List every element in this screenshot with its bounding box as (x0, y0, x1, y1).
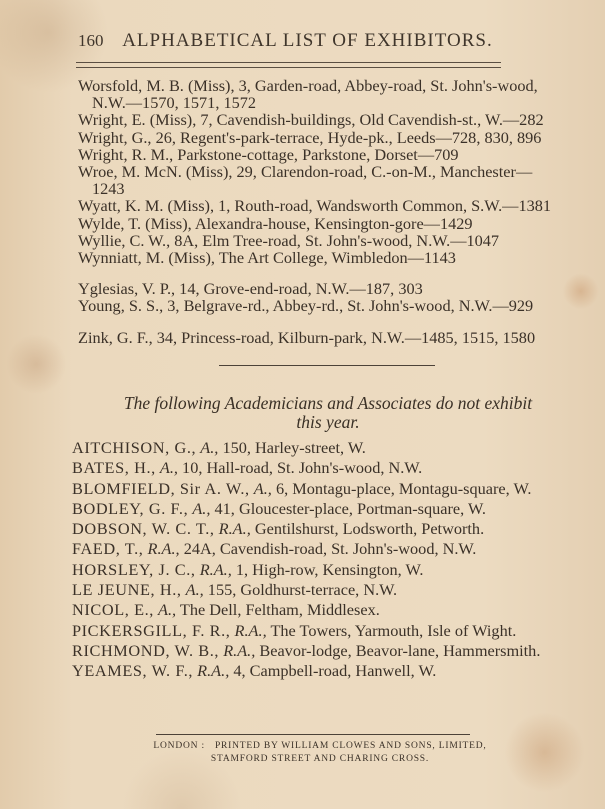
exhibitor-entry (78, 215, 598, 232)
member-address: 155, Goldhurst-terrace, N.W. (207, 580, 398, 600)
page-title: ALPHABETICAL LIST OF EXHIBITORS. (122, 30, 493, 51)
member-name: AITCHISON, G., (72, 438, 197, 457)
section-gap (78, 315, 598, 329)
header-double-rule (76, 62, 501, 68)
member-entry (72, 499, 602, 519)
member-address: The Dell, Feltham, Middlesex. (179, 600, 380, 620)
entry-text: Wroe, M. McN. (Miss), 29, Clarendon-road, C.-on-M., Manchester— (78, 162, 533, 182)
footer-rule (156, 734, 470, 735)
member-address: 4, Campbell-road, Hanwell, W. (233, 661, 437, 681)
member-rank: A., (192, 498, 211, 518)
member-address: 10, Hall-road, St. John's-wood, N.W. (182, 458, 423, 478)
imprint-line (130, 740, 510, 753)
member-entry (72, 621, 602, 641)
exhibitor-entry (78, 297, 598, 314)
entry-text: Wyllie, C. W., 8A, Elm Tree-road, St. John's-wood, N.W.—1047 (78, 230, 500, 250)
member-name: HORSLEY, J. C., (72, 559, 196, 579)
member-rank: A., (185, 580, 204, 600)
member-entry (72, 479, 602, 499)
member-name: BLOMFIELD, Sir A. W., (72, 478, 250, 498)
member-name: PICKERSGILL, F. R., (72, 620, 231, 640)
exhibitor-entry (78, 249, 598, 266)
exhibitor-list (78, 77, 598, 346)
entry-continuation: N.W.—1570, 1571, 1572 (92, 93, 257, 113)
member-entry (72, 641, 602, 661)
member-name: DOBSON, W. C. T., (72, 519, 215, 539)
member-rank: A., (200, 438, 219, 457)
member-name: RICHMOND, W. B., (72, 640, 220, 660)
entry-text: Wylde, T. (Miss), Alexandra-house, Kensington-gore—1429 (78, 213, 473, 233)
member-name: LE JEUNE, H., (72, 580, 182, 600)
member-entry (72, 458, 602, 478)
exhibitor-entry (78, 232, 598, 249)
member-entry (72, 661, 602, 681)
member-address: Beavor-lodge, Beavor-lane, Hammersmith. (259, 640, 541, 660)
member-entry (72, 600, 602, 620)
entry-text: Wynniatt, M. (Miss), The Art College, Wimbledon—1143 (78, 248, 456, 268)
member-rank: R.A., (223, 640, 256, 660)
exhibitor-entry (78, 197, 598, 214)
exhibitor-entry (78, 129, 598, 146)
exhibitor-entry (78, 329, 598, 346)
notice-line: The following Academicians and Associates do not exhibit (123, 393, 533, 413)
member-rank: R.A., (218, 519, 251, 539)
member-rank: A., (159, 458, 178, 478)
page-number: 160 (78, 31, 104, 50)
entry-text: Wright, R. M., Parkstone-cottage, Parkstone, Dorset—709 (78, 144, 459, 164)
exhibitor-entry (78, 163, 598, 197)
entry-text: Yglesias, V. P., 14, Grove-end-road, N.W.—187, 303 (78, 279, 423, 299)
member-entry (72, 438, 602, 458)
member-entry (72, 539, 602, 559)
entry-text: Zink, G. F., 34, Princess-road, Kilburn-park, N.W.—1485, 1515, 1580 (78, 327, 536, 347)
entry-text: Wyatt, K. M. (Miss), 1, Routh-road, Wandsworth Common, S.W.—1381 (78, 196, 552, 216)
member-address: 41, Gloucester-place, Portman-square, W. (214, 498, 486, 518)
member-rank: R.A., (199, 559, 232, 579)
member-entry (72, 580, 602, 600)
notice-line: this year. (296, 412, 360, 432)
entry-text: Worsfold, M. B. (Miss), 3, Garden-road, Abbey-road, St. John's-wood, (78, 76, 538, 95)
member-rank: A., (158, 600, 177, 620)
member-name: YEAMES, W. F., (72, 661, 194, 681)
entry-text: Young, S. S., 3, Belgrave-rd., Abbey-rd., St. John's-wood, N.W.—929 (78, 296, 534, 316)
running-head (78, 30, 588, 52)
section-divider-rule (219, 365, 435, 366)
printer-imprint (130, 740, 510, 766)
member-name: FAED, T., (72, 539, 144, 559)
exhibitor-entry (78, 280, 598, 297)
exhibitor-entry (78, 146, 598, 163)
member-rank: A., (253, 478, 272, 498)
entry-text: Wright, E. (Miss), 7, Cavendish-buildings, Old Cavendish-st., W.—282 (78, 110, 544, 130)
entry-text: Wright, G., 26, Regent's-park-terrace, Hyde-pk., Leeds—728, 830, 896 (78, 127, 542, 147)
member-address: The Towers, Yarmouth, Isle of Wight. (270, 620, 517, 640)
member-entry (72, 519, 602, 539)
member-rank: R.A., (197, 661, 230, 681)
member-entry (72, 560, 602, 580)
non-exhibiting-members-list (72, 438, 602, 682)
imprint-line: STAMFORD STREET AND CHARING CROSS. (210, 754, 430, 764)
member-address: 6, Montagu-place, Montagu-square, W. (275, 478, 532, 498)
exhibitor-entry (78, 111, 598, 128)
member-name: NICOL, E., (72, 600, 154, 620)
member-address: 1, High-row, Kensington, W. (235, 559, 424, 579)
section-gap (78, 266, 598, 280)
member-rank: R.A., (234, 620, 267, 640)
imprint-text: PRINTED BY WILLIAM CLOWES AND SONS, LIMITED, (214, 741, 487, 751)
imprint-label: LONDON : (153, 741, 205, 751)
entry-continuation: 1243 (92, 179, 125, 199)
member-address: 24A, Cavendish-road, St. John's-wood, N.W. (183, 539, 477, 559)
member-name: BATES, H., (72, 458, 156, 478)
non-exhibitor-notice (78, 394, 578, 432)
member-rank: R.A., (147, 539, 180, 559)
exhibitor-entry (78, 77, 598, 111)
member-address: 150, Harley-street, W. (222, 438, 366, 457)
member-address: Gentilshurst, Lodsworth, Petworth. (254, 519, 485, 539)
member-name: BODLEY, G. F., (72, 498, 189, 518)
